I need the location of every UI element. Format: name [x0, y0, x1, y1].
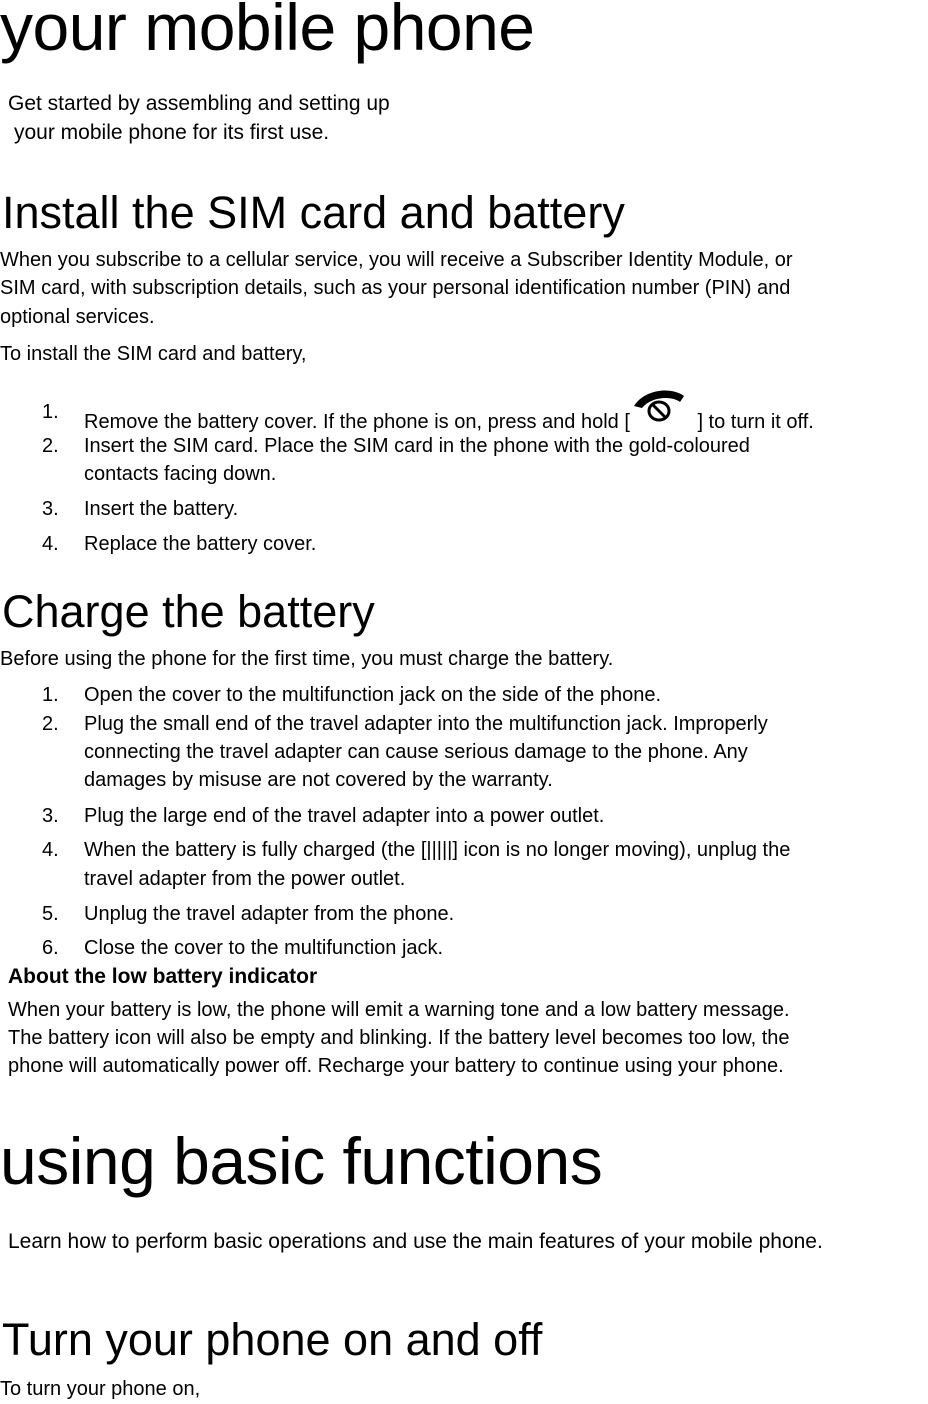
list-item-line: Plug the large end of the travel adapter into a power outlet. — [84, 805, 605, 827]
list-item-line: Close the cover to the multifunction jack. — [84, 937, 444, 959]
sim-paragraph-line3: optional services. — [0, 306, 155, 328]
list-number: 3. — [42, 498, 59, 520]
list-item-line: contacts facing down. — [84, 463, 277, 485]
list-item-line: Unplug the travel adapter from the phone. — [84, 903, 455, 925]
list-item-text: Remove the battery cover. If the phone is on, press and hold [ — [84, 411, 630, 433]
low-battery-line3: phone will automatically power off. Recharge your battery to continue using your phone. — [8, 1055, 784, 1077]
chapter-intro: Learn how to perform basic operations and use the main features of your mobile phone. — [8, 1230, 823, 1253]
sim-lead: To install the SIM card and battery, — [0, 343, 307, 365]
list-item — [84, 398, 814, 437]
section-heading-power: Turn your phone on and off — [2, 1314, 543, 1365]
list-number: 1. — [42, 401, 59, 423]
list-number: 2. — [42, 435, 59, 457]
list-item-line: When the battery is fully charged (the [|||||] icon is no longer moving), unplug the — [84, 839, 791, 861]
list-number: 3. — [42, 805, 59, 827]
chapter-intro-line1: Get started by assembling and setting up — [8, 92, 390, 115]
list-item-line: damages by misuse are not covered by the warranty. — [84, 769, 553, 791]
chapter-title: using basic functions — [0, 1124, 603, 1198]
section-heading-sim: Install the SIM card and battery — [2, 187, 625, 238]
list-number: 5. — [42, 903, 59, 925]
power-lead: To turn your phone on, — [0, 1378, 201, 1400]
list-item-text: ] to turn it off. — [691, 411, 814, 433]
list-item-line: Plug the small end of the travel adapter into the multifunction jack. Improperly — [84, 713, 768, 735]
list-number: 4. — [42, 533, 59, 555]
sim-paragraph-line1: When you subscribe to a cellular service, you will receive a Subscriber Identity Module, or — [0, 249, 793, 271]
chapter-intro-line2: your mobile phone for its first use. — [14, 121, 330, 144]
list-number: 6. — [42, 937, 59, 959]
list-item: Replace the battery cover. — [84, 533, 317, 555]
list-number: 4. — [42, 839, 59, 861]
list-item-line: connecting the travel adapter can cause serious damage to the phone. Any — [84, 741, 748, 763]
section-heading-charge: Charge the battery — [2, 586, 375, 637]
list-number: 2. — [42, 713, 59, 735]
list-number: 1. — [42, 684, 59, 706]
list-item-line: Open the cover to the multifunction jack on the side of the phone. — [84, 684, 662, 706]
low-battery-line2: The battery icon will also be empty and blinking. If the battery level becomes too low, the — [8, 1027, 790, 1049]
chapter-title: your mobile phone — [0, 0, 535, 64]
low-battery-line1: When your battery is low, the phone will emit a warning tone and a low battery message. — [8, 999, 790, 1021]
end-call-power-icon — [630, 398, 692, 434]
low-battery-heading: About the low battery indicator — [8, 965, 318, 988]
list-item: Insert the battery. — [84, 498, 239, 520]
charge-lead: Before using the phone for the first time, you must charge the battery. — [0, 648, 614, 670]
sim-paragraph-line2: SIM card, with subscription details, such as your personal identification number (PIN) and — [0, 277, 791, 299]
list-item-line: travel adapter from the power outlet. — [84, 868, 406, 890]
list-item-line: Insert the SIM card. Place the SIM card in the phone with the gold-coloured — [84, 435, 750, 457]
